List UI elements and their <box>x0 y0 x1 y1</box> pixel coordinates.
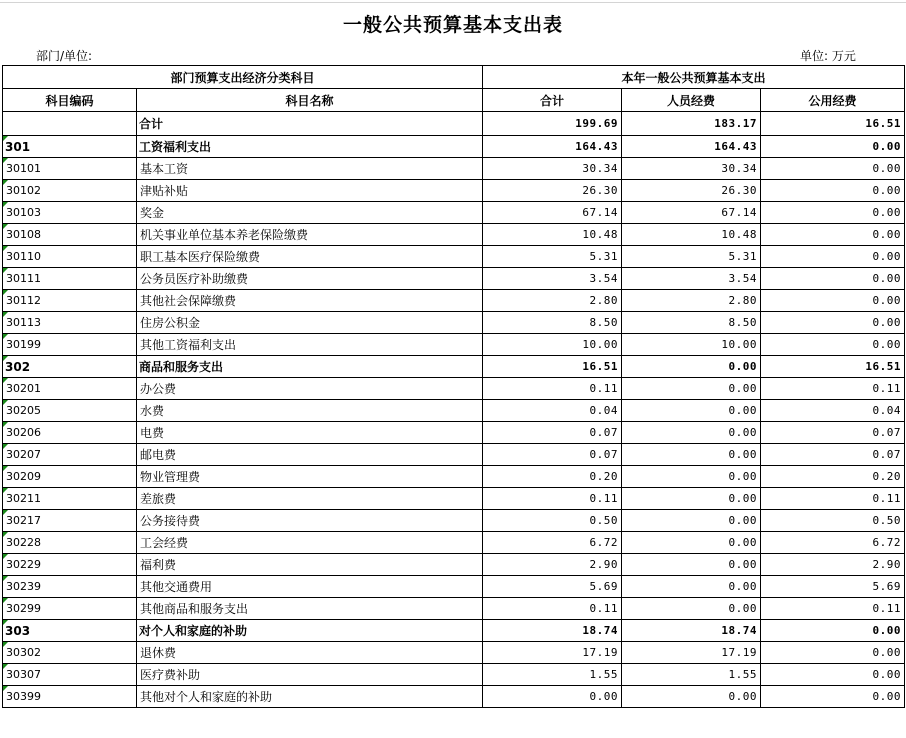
row-total: 8.50 <box>483 312 622 334</box>
unit-label: 单位: 万元 <box>800 49 856 63</box>
row-personnel: 10.48 <box>622 224 761 246</box>
table-row <box>3 510 905 532</box>
row-public: 0.04 <box>761 400 905 422</box>
table-row <box>3 642 905 664</box>
row-name: 物业管理费 <box>137 466 483 488</box>
table-row <box>3 378 905 400</box>
cell-flag-icon <box>3 224 8 229</box>
table-row <box>3 224 905 246</box>
row-total: 10.00 <box>483 334 622 356</box>
total-name: 合计 <box>137 112 483 136</box>
table-row <box>3 554 905 576</box>
department-label: 部门/单位: <box>36 49 93 63</box>
row-public: 0.00 <box>761 686 905 708</box>
row-personnel: 0.00 <box>622 444 761 466</box>
row-code <box>3 598 137 620</box>
row-personnel: 10.00 <box>622 334 761 356</box>
row-public: 0.00 <box>761 180 905 202</box>
cell-flag-icon <box>3 664 8 669</box>
total-personnel: 183.17 <box>622 112 761 136</box>
cell-flag-icon <box>3 532 8 537</box>
row-total: 5.69 <box>483 576 622 598</box>
row-personnel: 0.00 <box>622 488 761 510</box>
header-total: 合计 <box>483 89 622 112</box>
row-code-text: 30108 <box>6 228 41 241</box>
row-name: 办公费 <box>137 378 483 400</box>
row-code-text: 30399 <box>6 690 41 703</box>
header-column-row <box>3 89 905 112</box>
row-public: 0.11 <box>761 378 905 400</box>
row-name: 住房公积金 <box>137 312 483 334</box>
row-personnel: 0.00 <box>622 400 761 422</box>
row-code <box>3 642 137 664</box>
row-code <box>3 268 137 290</box>
page-title: 一般公共预算基本支出表 <box>342 14 563 36</box>
row-public: 16.51 <box>761 356 905 378</box>
row-name: 工会经费 <box>137 532 483 554</box>
row-name: 电费 <box>137 422 483 444</box>
row-total: 164.43 <box>483 136 622 158</box>
row-code <box>3 554 137 576</box>
row-name: 其他商品和服务支出 <box>137 598 483 620</box>
total-code-cell <box>3 112 137 136</box>
row-code <box>3 202 137 224</box>
cell-flag-icon <box>3 422 8 427</box>
row-name: 其他社会保障缴费 <box>137 290 483 312</box>
category-row <box>3 136 905 158</box>
table-row <box>3 312 905 334</box>
table-row <box>3 180 905 202</box>
row-public: 0.07 <box>761 444 905 466</box>
row-code-text: 30205 <box>6 404 41 417</box>
cell-flag-icon <box>3 136 8 141</box>
cell-flag-icon <box>3 312 8 317</box>
row-public: 0.00 <box>761 642 905 664</box>
row-total: 3.54 <box>483 268 622 290</box>
row-public: 0.00 <box>761 136 905 158</box>
cell-flag-icon <box>3 686 8 691</box>
row-total: 0.04 <box>483 400 622 422</box>
row-name: 水费 <box>137 400 483 422</box>
row-code <box>3 378 137 400</box>
row-public: 2.90 <box>761 554 905 576</box>
cell-flag-icon <box>3 642 8 647</box>
row-code-text: 30199 <box>6 338 41 351</box>
row-total: 2.80 <box>483 290 622 312</box>
table-row <box>3 202 905 224</box>
row-code <box>3 686 137 708</box>
row-total: 1.55 <box>483 664 622 686</box>
row-personnel: 0.00 <box>622 576 761 598</box>
row-public: 0.07 <box>761 422 905 444</box>
table-row <box>3 488 905 510</box>
row-code <box>3 224 137 246</box>
row-name: 差旅费 <box>137 488 483 510</box>
row-code-text: 30101 <box>6 162 41 175</box>
cell-flag-icon <box>3 290 8 295</box>
table-row <box>3 686 905 708</box>
row-personnel: 5.31 <box>622 246 761 268</box>
table-row <box>3 400 905 422</box>
category-row <box>3 356 905 378</box>
table-row <box>3 598 905 620</box>
cell-flag-icon <box>3 510 8 515</box>
row-personnel: 0.00 <box>622 532 761 554</box>
row-name: 医疗费补助 <box>137 664 483 686</box>
row-code <box>3 158 137 180</box>
row-code <box>3 510 137 532</box>
row-personnel: 0.00 <box>622 686 761 708</box>
row-public: 0.20 <box>761 466 905 488</box>
row-code-text: 30206 <box>6 426 41 439</box>
row-name: 基本工资 <box>137 158 483 180</box>
row-code-text: 30112 <box>6 294 41 307</box>
row-code <box>3 466 137 488</box>
row-name: 机关事业单位基本养老保险缴费 <box>137 224 483 246</box>
row-public: 0.00 <box>761 312 905 334</box>
row-code <box>3 620 137 642</box>
row-total: 30.34 <box>483 158 622 180</box>
category-row <box>3 620 905 642</box>
row-personnel: 67.14 <box>622 202 761 224</box>
row-total: 0.11 <box>483 598 622 620</box>
row-personnel: 30.34 <box>622 158 761 180</box>
row-public: 0.00 <box>761 620 905 642</box>
row-personnel: 0.00 <box>622 554 761 576</box>
row-personnel: 0.00 <box>622 598 761 620</box>
row-code <box>3 334 137 356</box>
table-row <box>3 268 905 290</box>
cell-flag-icon <box>3 356 8 361</box>
row-name: 其他交通费用 <box>137 576 483 598</box>
table-row <box>3 664 905 686</box>
row-total: 5.31 <box>483 246 622 268</box>
row-public: 0.50 <box>761 510 905 532</box>
row-personnel: 18.74 <box>622 620 761 642</box>
cell-flag-icon <box>3 378 8 383</box>
cell-flag-icon <box>3 180 8 185</box>
row-code-text: 30307 <box>6 668 41 681</box>
row-public: 6.72 <box>761 532 905 554</box>
row-public: 0.00 <box>761 664 905 686</box>
row-public: 0.00 <box>761 268 905 290</box>
row-personnel: 8.50 <box>622 312 761 334</box>
row-code-text: 30113 <box>6 316 41 329</box>
row-code <box>3 488 137 510</box>
table-row <box>3 576 905 598</box>
row-total: 6.72 <box>483 532 622 554</box>
table-row <box>3 466 905 488</box>
header-personnel: 人员经费 <box>622 89 761 112</box>
row-personnel: 17.19 <box>622 642 761 664</box>
row-code-text: 30228 <box>6 536 41 549</box>
row-personnel: 1.55 <box>622 664 761 686</box>
row-public: 0.00 <box>761 202 905 224</box>
row-total: 0.11 <box>483 488 622 510</box>
row-total: 2.90 <box>483 554 622 576</box>
row-code-text: 30201 <box>6 382 41 395</box>
row-name: 工资福利支出 <box>137 136 483 158</box>
row-total: 67.14 <box>483 202 622 224</box>
row-public: 0.00 <box>761 224 905 246</box>
row-public: 0.00 <box>761 290 905 312</box>
row-code-text: 30302 <box>6 646 41 659</box>
table-row <box>3 158 905 180</box>
table-row <box>3 246 905 268</box>
row-code <box>3 290 137 312</box>
header-group-left: 部门预算支出经济分类科目 <box>3 66 483 89</box>
cell-flag-icon <box>3 554 8 559</box>
row-code <box>3 576 137 598</box>
row-total: 0.00 <box>483 686 622 708</box>
cell-flag-icon <box>3 598 8 603</box>
table-row <box>3 422 905 444</box>
row-name: 职工基本医疗保险缴费 <box>137 246 483 268</box>
cell-flag-icon <box>3 466 8 471</box>
row-total: 0.07 <box>483 422 622 444</box>
header-code: 科目编码 <box>3 89 137 112</box>
row-code-text: 302 <box>5 359 31 374</box>
row-code-text: 30217 <box>6 514 41 527</box>
header-public: 公用经费 <box>761 89 905 112</box>
cell-flag-icon <box>3 158 8 163</box>
row-code <box>3 664 137 686</box>
table-row <box>3 532 905 554</box>
row-name: 邮电费 <box>137 444 483 466</box>
row-code <box>3 356 137 378</box>
row-name: 福利费 <box>137 554 483 576</box>
row-personnel: 3.54 <box>622 268 761 290</box>
row-code-text: 30211 <box>6 492 41 505</box>
table-row <box>3 334 905 356</box>
row-name: 其他对个人和家庭的补助 <box>137 686 483 708</box>
row-code-text: 30102 <box>6 184 41 197</box>
cell-flag-icon <box>3 400 8 405</box>
row-code-text: 30207 <box>6 448 41 461</box>
cell-flag-icon <box>3 488 8 493</box>
row-public: 0.00 <box>761 334 905 356</box>
row-code-text: 30110 <box>6 250 41 263</box>
row-total: 0.11 <box>483 378 622 400</box>
table-row <box>3 444 905 466</box>
row-name: 退休费 <box>137 642 483 664</box>
cell-flag-icon <box>3 268 8 273</box>
sheet-top-gridline <box>0 0 906 3</box>
row-code <box>3 136 137 158</box>
cell-flag-icon <box>3 202 8 207</box>
row-personnel: 0.00 <box>622 422 761 444</box>
row-personnel: 26.30 <box>622 180 761 202</box>
row-total: 10.48 <box>483 224 622 246</box>
row-name: 津贴补贴 <box>137 180 483 202</box>
row-total: 26.30 <box>483 180 622 202</box>
row-name: 奖金 <box>137 202 483 224</box>
row-public: 0.11 <box>761 598 905 620</box>
budget-table <box>2 65 905 708</box>
row-total: 0.07 <box>483 444 622 466</box>
row-personnel: 0.00 <box>622 510 761 532</box>
total-total: 199.69 <box>483 112 622 136</box>
cell-flag-icon <box>3 246 8 251</box>
row-total: 0.20 <box>483 466 622 488</box>
row-code-text: 30299 <box>6 602 41 615</box>
row-code <box>3 422 137 444</box>
header-group-right: 本年一般公共预算基本支出 <box>483 66 905 89</box>
total-public: 16.51 <box>761 112 905 136</box>
row-name: 商品和服务支出 <box>137 356 483 378</box>
table-row <box>3 290 905 312</box>
row-public: 0.11 <box>761 488 905 510</box>
cell-flag-icon <box>3 334 8 339</box>
row-code <box>3 180 137 202</box>
row-code-text: 30111 <box>6 272 41 285</box>
row-public: 0.00 <box>761 246 905 268</box>
row-name: 其他工资福利支出 <box>137 334 483 356</box>
row-total: 16.51 <box>483 356 622 378</box>
row-personnel: 0.00 <box>622 378 761 400</box>
row-public: 5.69 <box>761 576 905 598</box>
row-code <box>3 532 137 554</box>
row-code-text: 30209 <box>6 470 41 483</box>
row-name: 对个人和家庭的补助 <box>137 620 483 642</box>
row-personnel: 0.00 <box>622 466 761 488</box>
row-personnel: 164.43 <box>622 136 761 158</box>
row-total: 0.50 <box>483 510 622 532</box>
row-personnel: 2.80 <box>622 290 761 312</box>
row-name: 公务员医疗补助缴费 <box>137 268 483 290</box>
row-code-text: 301 <box>5 139 31 154</box>
row-personnel: 0.00 <box>622 356 761 378</box>
cell-flag-icon <box>3 576 8 581</box>
row-code <box>3 246 137 268</box>
row-code-text: 30239 <box>6 580 41 593</box>
row-code <box>3 444 137 466</box>
cell-flag-icon <box>3 620 8 625</box>
header-group-row <box>3 66 905 89</box>
cell-flag-icon <box>3 444 8 449</box>
row-public: 0.00 <box>761 158 905 180</box>
row-code <box>3 400 137 422</box>
row-name: 公务接待费 <box>137 510 483 532</box>
row-code-text: 30229 <box>6 558 41 571</box>
row-code-text: 30103 <box>6 206 41 219</box>
row-code <box>3 312 137 334</box>
row-total: 17.19 <box>483 642 622 664</box>
row-code-text: 303 <box>5 623 31 638</box>
total-row <box>3 112 905 136</box>
row-total: 18.74 <box>483 620 622 642</box>
header-name: 科目名称 <box>137 89 483 112</box>
